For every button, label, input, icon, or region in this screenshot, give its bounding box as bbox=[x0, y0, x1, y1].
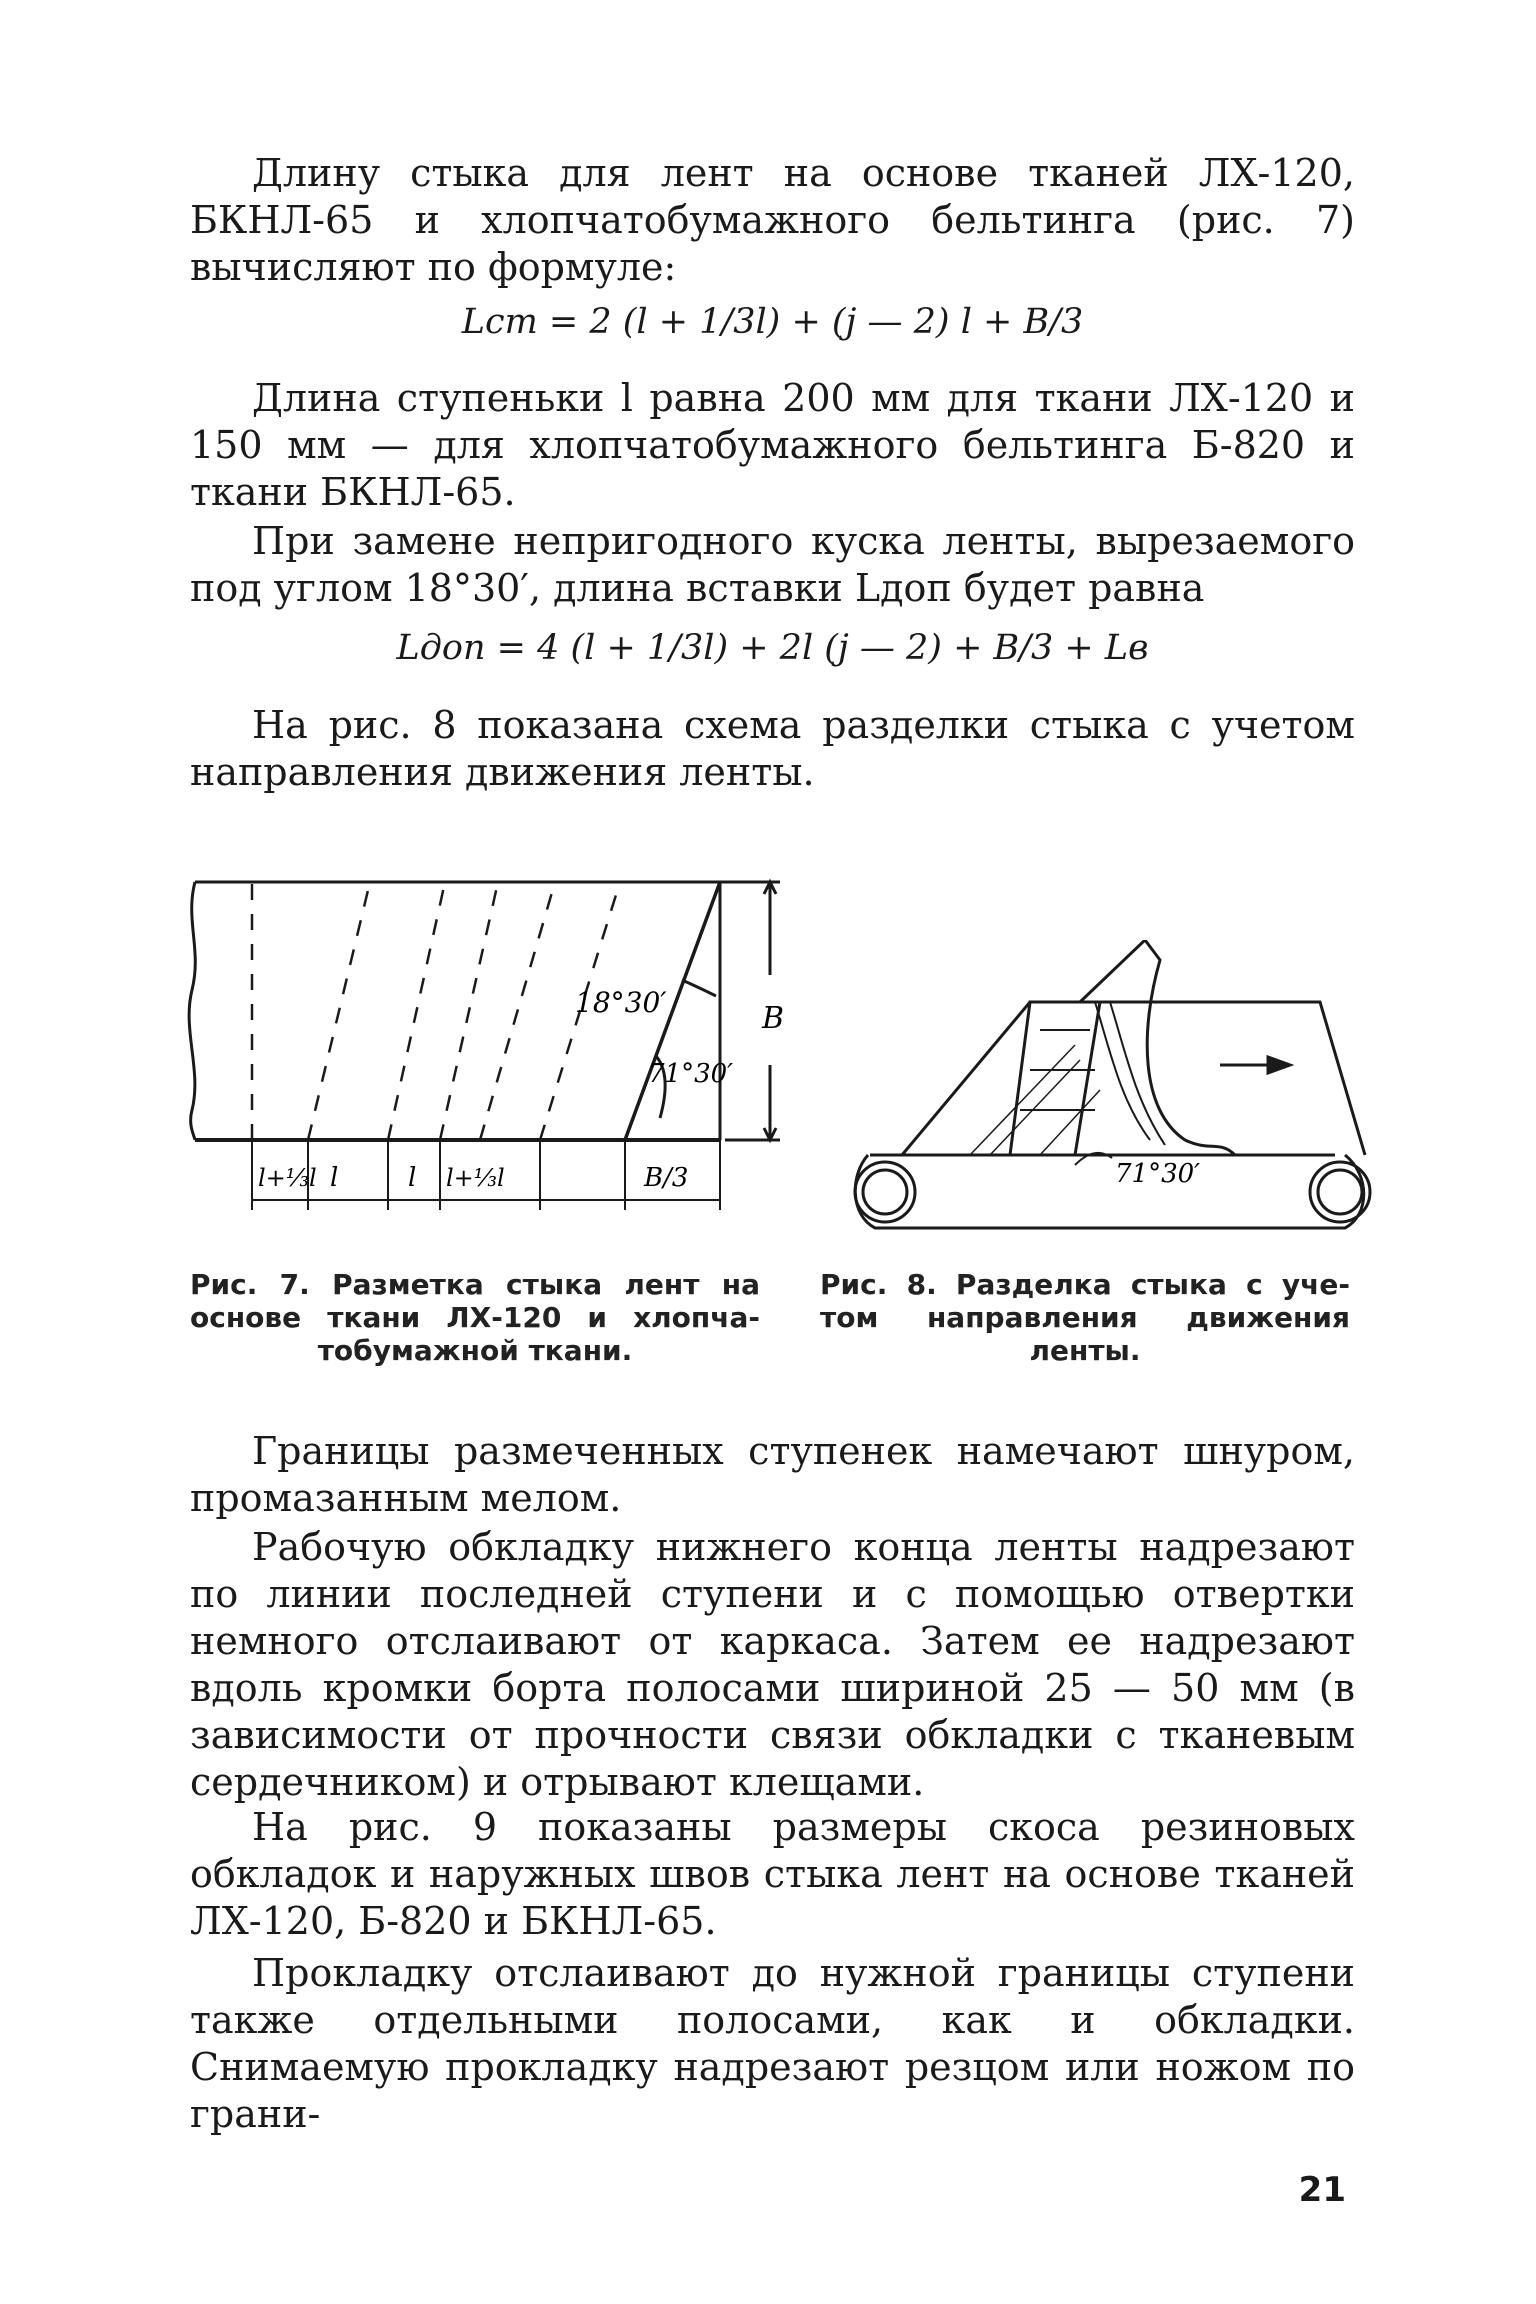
figure-8-joint-cutting bbox=[840, 940, 1380, 1240]
fig8-caption-line-3: ленты. bbox=[1029, 1334, 1141, 1367]
fig7-caption-line-1: Рис. 7. Разметка стыка лент на bbox=[190, 1268, 760, 1301]
belt-lower-loop bbox=[855, 1155, 1363, 1228]
figure-8-caption bbox=[820, 1268, 1350, 1367]
belt-torn-edge bbox=[189, 882, 195, 1140]
fig7-dim-1: l+⅓l bbox=[258, 1164, 317, 1192]
angle-arc-top bbox=[682, 980, 716, 996]
cut-section bbox=[1010, 1002, 1100, 1155]
fig7-angle-bottom-label: 71°30′ bbox=[648, 1059, 734, 1089]
fig7-caption-line-3: тобумажной ткани. bbox=[317, 1334, 633, 1367]
fig7-dim-4: l+⅓l bbox=[446, 1164, 505, 1192]
peeled-flap bbox=[1080, 940, 1235, 1155]
figure-7-caption bbox=[190, 1268, 760, 1367]
fig8-caption-line-1: Рис. 8. Разделка стыка с уче- bbox=[820, 1268, 1350, 1301]
fig7-dim-2: l bbox=[330, 1163, 339, 1193]
formula-joint-length: Lст = 2 (l + 1/3l) + (j — 2) l + B/3 bbox=[461, 302, 1084, 342]
formula-insert-length: Lдоп = 4 (l + 1/3l) + 2l (j — 2) + B/3 + Lв bbox=[396, 628, 1149, 668]
paragraph-7: На рис. 9 показаны размеры скоса резиновых обкладок и наружных швов стыка лент на основе тканей ЛХ-120, Б-820 и БКНЛ-65. bbox=[190, 1805, 1355, 1943]
paragraph-6: Рабочую обкладку нижнего конца ленты надрезают по линии последней ступени и с помощью отвертки немного отслаивают от каркаса. Затем ее надрезают вдоль кромки борта полосами шириной 25 — 50 мм (в зависимости от прочности связи обкладки с тканевым сердечником) и отрывают клещами. bbox=[190, 1525, 1355, 1804]
paragraph-8: Прокладку отслаивают до нужной границы ступени также отдельными полосами, как и обкладки. Снимаемую прокладку надрезают резцом или ножом по грани- bbox=[190, 1951, 1355, 2136]
fig7-caption-line-2: основе ткани ЛХ-120 и хлопча- bbox=[190, 1301, 760, 1334]
paragraph-5: Границы размеченных ступенек намечают шнуром, промазанным мелом. bbox=[190, 1429, 1355, 1520]
direction-arrow-head bbox=[1268, 1057, 1290, 1073]
paragraph-2: Длина ступеньки l равна 200 мм для ткани ЛХ-120 и 150 мм — для хлопчатобумажного бельтинга Б-820 и ткани БКНЛ-65. bbox=[190, 376, 1355, 514]
step-lines bbox=[252, 882, 620, 1140]
fig7-dim-3: l bbox=[408, 1163, 417, 1193]
fig7-angle-top-label: 18°30′ bbox=[575, 986, 667, 1019]
paragraph-4: На рис. 8 показана схема разделки стыка с учетом направления движения ленты. bbox=[190, 703, 1355, 794]
paragraph-3: При замене непригодного куска ленты, вырезаемого под углом 18°30′, длина вставки Lдоп будет равна bbox=[190, 519, 1355, 610]
fig7-width-label: B bbox=[762, 1001, 785, 1036]
figure-7-joint-marking bbox=[180, 860, 820, 1230]
fig8-caption-line-2: том направления движения bbox=[820, 1301, 1350, 1334]
page-number: 21 bbox=[1298, 2170, 1346, 2210]
fig7-dim-5: B/3 bbox=[644, 1163, 689, 1193]
paragraph-1: Длину стыка для лент на основе тканей ЛХ-120, БКНЛ-65 и хлопчатобумажного бельтинга (рис. 7) вычисляют по формуле: bbox=[190, 151, 1355, 289]
fig8-angle-label: 71°30′ bbox=[1115, 1159, 1201, 1189]
